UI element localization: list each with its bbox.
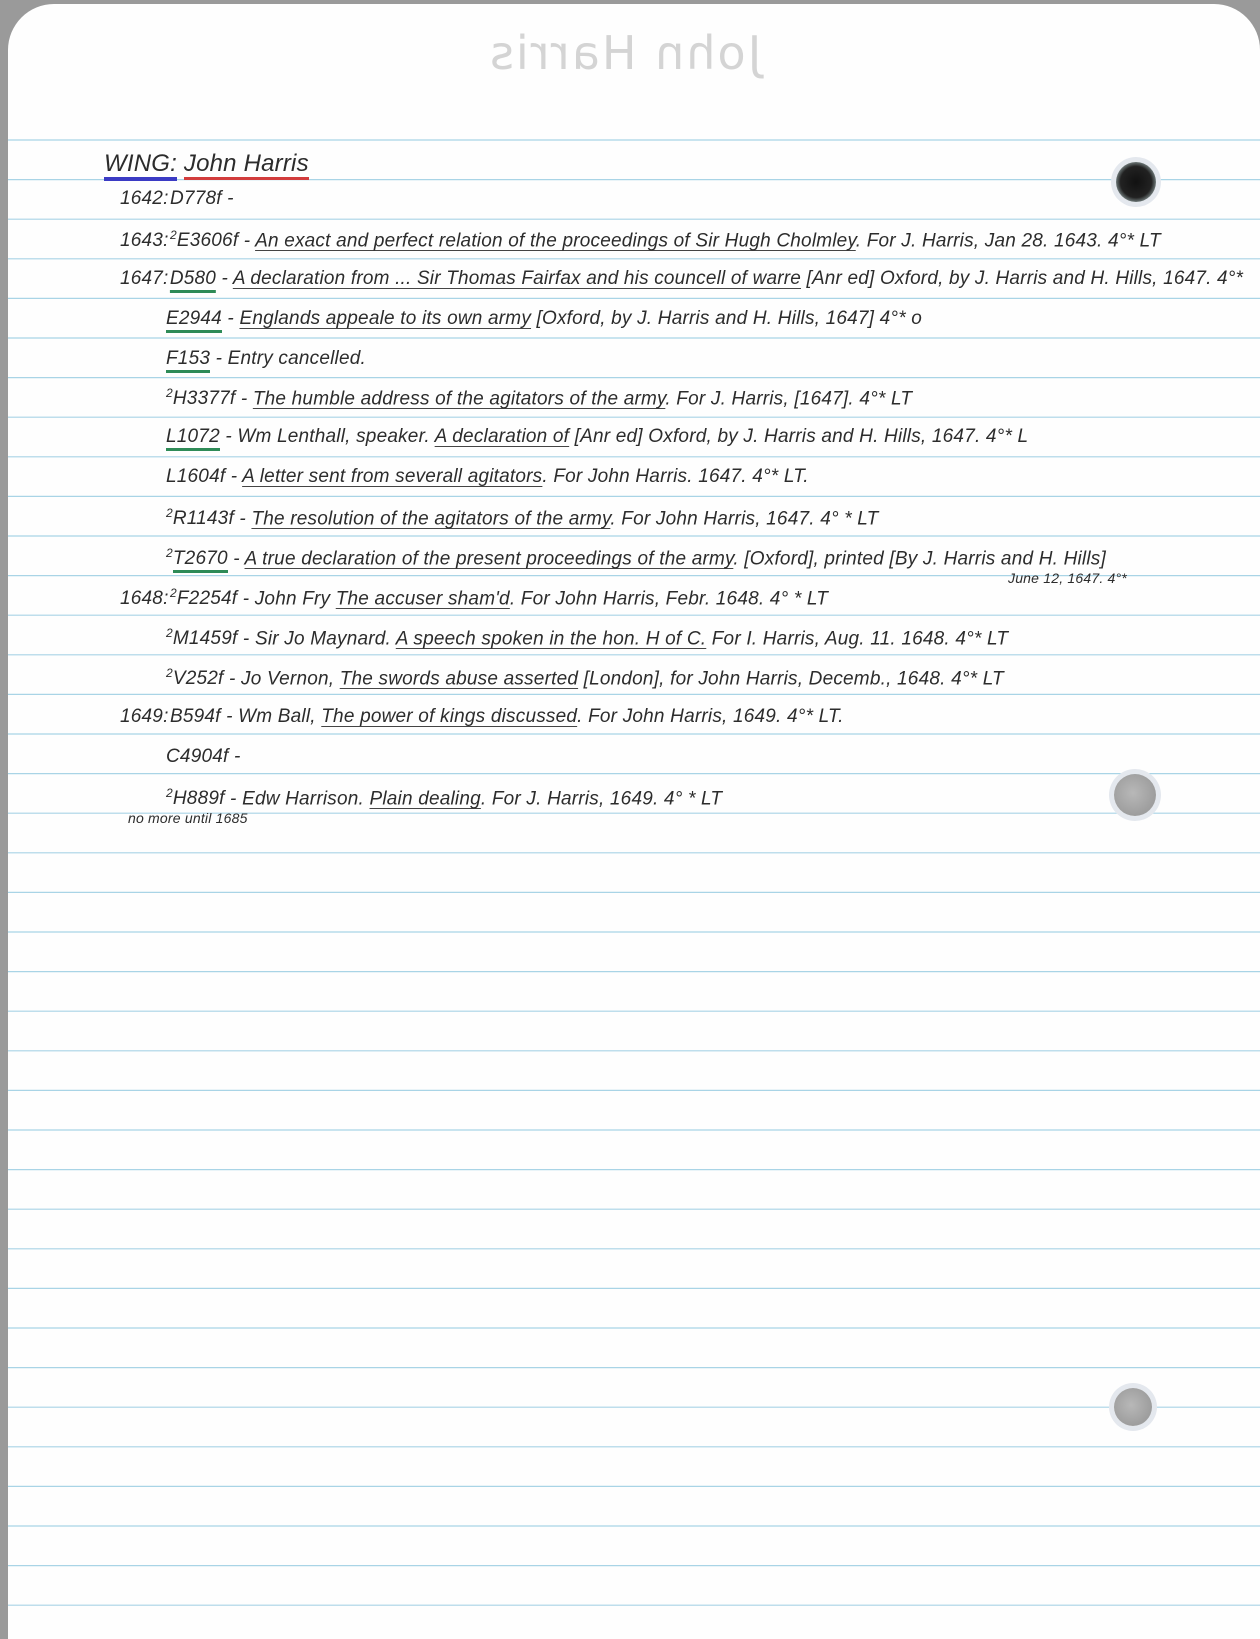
entry-separator: - — [237, 588, 255, 610]
entry-code: E3606f — [176, 230, 239, 252]
entry-row — [120, 188, 234, 210]
entry-separator: - — [235, 388, 253, 410]
bleed-through-text: John Harris — [488, 26, 762, 80]
entry-imprint: . For J. Harris, 1649. 4° * LT — [480, 788, 723, 810]
entry-superscript: 2 — [166, 506, 173, 520]
entry-code: F153 — [166, 348, 210, 373]
heading-name: John Harris — [184, 150, 309, 180]
entry-code: E2944 — [166, 308, 222, 333]
entry-title: A true declaration of the present proceedings of the army — [244, 548, 734, 570]
entry-title: An exact and perfect relation of the proceedings of Sir Hugh Cholmley — [255, 230, 856, 252]
entry-code: B594f — [170, 706, 221, 727]
entry-code: L1604f — [166, 466, 226, 487]
entry-row — [166, 386, 912, 410]
entry-superscript: 2 — [166, 666, 173, 680]
entry-prefix: Entry cancelled. — [227, 348, 366, 369]
entry-row — [166, 666, 1004, 690]
entry-code: T2670 — [173, 548, 228, 573]
entry-separator: - — [216, 268, 233, 289]
entry-prefix: Wm Lenthall, speaker. — [237, 426, 435, 447]
entry-superscript: 2 — [166, 546, 173, 560]
entry-row — [166, 746, 240, 768]
entry-superscript: 2 — [166, 786, 173, 800]
entry-prefix: John Fry — [254, 588, 336, 610]
entry-prefix: Wm Ball, — [238, 706, 322, 727]
t2670-continuation: June 12, 1647. 4°* — [1008, 570, 1127, 586]
entry-prefix: Sir Jo Maynard. — [254, 628, 396, 650]
punch-hole-bottom — [1114, 1388, 1152, 1426]
entry-separator: - — [237, 628, 255, 650]
entry-row — [166, 348, 366, 373]
entry-code: L1072 — [166, 426, 220, 451]
entry-title: A letter sent from severall agitators — [242, 466, 543, 487]
entry-title: The resolution of the agitators of the army — [251, 508, 611, 530]
entry-superscript: 2 — [166, 626, 173, 640]
entry-imprint: . For J. Harris, Jan 28. 1643. 4°* LT — [855, 230, 1161, 252]
entry-imprint: . For John Harris, 1647. 4° * LT — [610, 508, 879, 530]
entry-year: 1649: — [120, 706, 169, 727]
entry-row — [120, 586, 828, 610]
entry-imprint: [London], for John Harris, Decemb., 1648. 4°* LT — [578, 668, 1004, 690]
entry-title: The swords abuse asserted — [339, 668, 579, 690]
entry-separator: - — [238, 230, 256, 252]
entry-separator: - — [221, 188, 234, 209]
entry-title: The humble address of the agitators of the army — [252, 388, 666, 410]
punch-hole-middle — [1114, 774, 1156, 816]
entry-imprint: . For John Harris, Febr. 1648. 4° * LT — [509, 588, 829, 610]
notebook-page — [8, 4, 1260, 1639]
entry-separator: - — [228, 746, 241, 767]
entry-separator: - — [233, 508, 252, 530]
entry-prefix: Jo Vernon, — [241, 668, 340, 690]
entry-title: A declaration from ... Sir Thomas Fairfax and his councell of warre — [232, 268, 802, 289]
entry-prefix: Edw Harrison. — [242, 788, 370, 810]
entry-imprint: . [Oxford], printed [By J. Harris and H. Hills] — [733, 548, 1106, 570]
entry-title: Englands appeale to its own army — [239, 308, 532, 329]
entry-separator: - — [224, 788, 243, 810]
entry-imprint: [Anr ed] Oxford, by J. Harris and H. Hills, 1647. 4°* L — [569, 426, 1029, 447]
entry-imprint: [Anr ed] Oxford, by J. Harris and H. Hills, 1647. 4°* — [801, 268, 1244, 289]
entry-title: A speech spoken in the hon. H of C. — [395, 628, 707, 650]
entry-imprint: For I. Harris, Aug. 11. 1648. 4°* LT — [706, 628, 1009, 650]
entry-separator: - — [219, 426, 238, 447]
entry-separator: - — [223, 668, 242, 690]
entry-title: A declaration of — [434, 426, 570, 447]
entry-row — [166, 626, 1008, 650]
entry-separator: - — [225, 466, 243, 487]
entry-row — [166, 308, 922, 333]
punch-hole-top — [1116, 162, 1156, 202]
entry-superscript: 2 — [170, 228, 177, 242]
footer-note: no more until 1685 — [128, 810, 248, 826]
entry-separator: - — [220, 706, 239, 727]
entry-code: M1459f — [172, 628, 238, 650]
entry-year: 1643: — [120, 230, 169, 252]
entry-row — [166, 786, 722, 810]
entry-imprint: . For J. Harris, [1647]. 4°* LT — [665, 388, 913, 410]
entry-code: R1143f — [172, 508, 234, 530]
entry-separator: - — [221, 308, 240, 329]
entry-code: D580 — [170, 268, 216, 293]
entry-code: H3377f — [172, 388, 236, 410]
entry-superscript: 2 — [170, 586, 177, 600]
entry-imprint: . For John Harris. 1647. 4°* LT. — [542, 466, 809, 487]
entry-year: 1648: — [120, 588, 169, 610]
entry-code: D778f — [170, 188, 222, 209]
entry-year: 1647: — [120, 268, 169, 289]
entry-row — [120, 706, 844, 728]
entry-row — [166, 506, 878, 530]
entry-row — [120, 228, 1161, 252]
entry-code: V252f — [172, 668, 224, 690]
entry-separator: - — [227, 548, 245, 570]
entry-code: F2254f — [176, 588, 238, 610]
entry-row — [166, 546, 1106, 573]
entry-row — [166, 426, 1028, 451]
entry-year: 1642: — [120, 188, 169, 209]
entry-imprint: . For John Harris, 1649. 4°* LT. — [577, 706, 844, 727]
heading-label: WING: — [104, 150, 177, 181]
entry-title: The accuser sham'd — [335, 588, 510, 610]
entry-row — [166, 466, 809, 488]
entry-title: Plain dealing — [369, 788, 481, 810]
entry-code: C4904f — [166, 746, 229, 767]
page-heading — [104, 150, 309, 178]
entry-separator: - — [210, 348, 228, 369]
entry-superscript: 2 — [166, 386, 173, 400]
entry-title: The power of kings discussed — [321, 706, 578, 727]
entry-imprint: [Oxford, by J. Harris and H. Hills, 1647] 4°* o — [531, 308, 923, 329]
entry-row — [120, 268, 1243, 293]
entry-code: H889f — [172, 788, 225, 810]
